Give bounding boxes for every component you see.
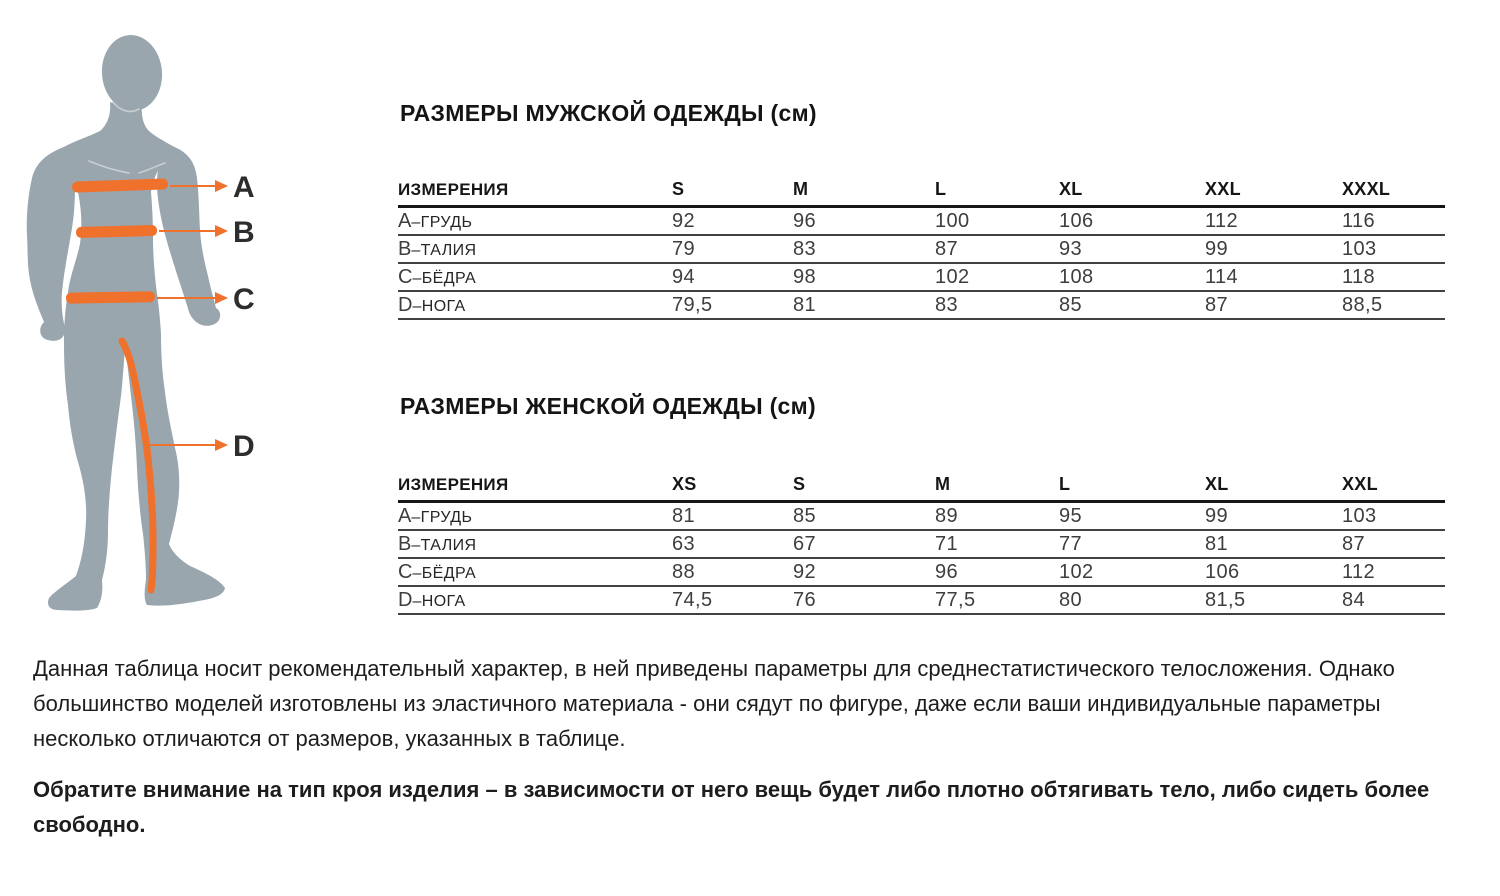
column-header-size: L	[935, 179, 1059, 207]
size-value: 94	[672, 263, 793, 291]
measurement-label	[398, 530, 672, 558]
size-value: 108	[1059, 263, 1205, 291]
size-value: 84	[1342, 586, 1445, 614]
size-value: 77,5	[935, 586, 1059, 614]
size-table	[398, 179, 1445, 320]
size-value: 63	[672, 530, 793, 558]
size-value: 100	[935, 207, 1059, 236]
measurement-label-d: D	[233, 430, 255, 463]
size-value: 67	[793, 530, 935, 558]
measurement-label-a: A	[233, 171, 255, 204]
column-header-size: XXL	[1205, 179, 1342, 207]
column-header-size: XXXL	[1342, 179, 1445, 207]
column-header-size: XXL	[1342, 474, 1445, 502]
table-row	[398, 207, 1445, 236]
size-value: 112	[1342, 558, 1445, 586]
measurement-label-c: C	[233, 283, 255, 316]
size-value: 81,5	[1205, 586, 1342, 614]
measurement-label	[398, 586, 672, 614]
arrow-a-head	[215, 180, 228, 192]
measurement-name: –ГРУДЬ	[411, 213, 473, 231]
size-value: 116	[1342, 207, 1445, 236]
arrow-c-head	[215, 292, 228, 304]
size-value: 79	[672, 235, 793, 263]
size-value: 102	[935, 263, 1059, 291]
measurement-label	[398, 558, 672, 586]
column-header-measure: ИЗМЕРЕНИЯ	[398, 474, 672, 502]
size-value: 81	[793, 291, 935, 319]
size-value: 99	[1205, 502, 1342, 531]
size-value: 74,5	[672, 586, 793, 614]
measurement-letter: D	[398, 293, 413, 316]
table-row	[398, 502, 1445, 531]
size-value: 93	[1059, 235, 1205, 263]
male-silhouette	[27, 33, 225, 611]
size-value: 89	[935, 502, 1059, 531]
measurement-label	[398, 502, 672, 531]
size-value: 106	[1205, 558, 1342, 586]
size-value: 118	[1342, 263, 1445, 291]
column-header-size: L	[1059, 474, 1205, 502]
body-measurement-diagram	[4, 0, 266, 630]
note-paragraph-2: Обратите внимание на тип кроя изделия – в зависимости от него вещь будет либо плотно обтягивать тело, либо сидеть более свободно.	[33, 777, 1430, 837]
women-size-table	[398, 474, 1445, 615]
table-row	[398, 235, 1445, 263]
size-value: 96	[935, 558, 1059, 586]
table-row	[398, 558, 1445, 586]
size-table	[398, 474, 1445, 615]
size-value: 98	[793, 263, 935, 291]
size-value: 79,5	[672, 291, 793, 319]
size-value: 71	[935, 530, 1059, 558]
column-header-size: M	[935, 474, 1059, 502]
measurement-letter: A	[398, 209, 412, 232]
measurement-letter: A	[398, 504, 412, 527]
measurement-label-b: B	[233, 216, 255, 249]
column-header-size: S	[672, 179, 793, 207]
size-value: 87	[935, 235, 1059, 263]
size-value: 77	[1059, 530, 1205, 558]
size-value: 87	[1342, 530, 1445, 558]
size-value: 92	[672, 207, 793, 236]
men-size-table	[398, 179, 1445, 320]
measurement-name: –ГРУДЬ	[411, 508, 473, 526]
measurement-name: –НОГА	[412, 297, 466, 315]
header-row	[398, 474, 1445, 502]
size-value: 81	[1205, 530, 1342, 558]
waist-band	[76, 225, 157, 238]
measurement-name: –БЁДРА	[412, 564, 477, 582]
tables-column	[398, 0, 1447, 640]
size-value: 92	[793, 558, 935, 586]
column-header-measure: ИЗМЕРЕНИЯ	[398, 179, 672, 207]
size-value: 114	[1205, 263, 1342, 291]
size-value: 76	[793, 586, 935, 614]
size-value: 85	[793, 502, 935, 531]
column-header-size: S	[793, 474, 935, 502]
note-paragraph-1: Данная таблица носит рекомендательный характер, в ней приведены параметры для среднестатистического телосложения. Однако большинство моделей изготовлены из эластичного материала - они сядут по фигуре, даже если ваши индивидуальные параметры несколько отличаются от размеров, указанных в таблице.	[33, 656, 1395, 751]
table-row	[398, 263, 1445, 291]
size-value: 106	[1059, 207, 1205, 236]
size-value: 85	[1059, 291, 1205, 319]
arrow-b-head	[215, 225, 228, 237]
size-value: 103	[1342, 235, 1445, 263]
women-table-title: РАЗМЕРЫ ЖЕНСКОЙ ОДЕЖДЫ (см)	[400, 393, 816, 419]
notes-section	[33, 651, 1480, 842]
measurement-name: –НОГА	[412, 592, 466, 610]
measurement-name: –ТАЛИЯ	[411, 536, 477, 554]
measurement-letter: C	[398, 560, 413, 583]
measurement-name: –БЁДРА	[412, 269, 477, 287]
size-value: 99	[1205, 235, 1342, 263]
measurement-letter: B	[398, 532, 412, 555]
size-value: 83	[793, 235, 935, 263]
measurement-letter: C	[398, 265, 413, 288]
size-value: 95	[1059, 502, 1205, 531]
measurement-letter: B	[398, 237, 412, 260]
size-value: 112	[1205, 207, 1342, 236]
measurement-name: –ТАЛИЯ	[411, 241, 477, 259]
measurement-letter: D	[398, 588, 413, 611]
measurement-label	[398, 291, 672, 319]
table-row	[398, 586, 1445, 614]
measurement-label	[398, 235, 672, 263]
size-value: 102	[1059, 558, 1205, 586]
size-value: 103	[1342, 502, 1445, 531]
hips-band	[66, 291, 155, 304]
measurement-label	[398, 207, 672, 236]
size-value: 83	[935, 291, 1059, 319]
table-row	[398, 530, 1445, 558]
column-header-size: XL	[1059, 179, 1205, 207]
column-header-size: XL	[1205, 474, 1342, 502]
head	[99, 33, 165, 114]
measurement-letters	[233, 171, 255, 463]
size-value: 96	[793, 207, 935, 236]
men-table-title: РАЗМЕРЫ МУЖСКОЙ ОДЕЖДЫ (см)	[400, 100, 817, 126]
header-row	[398, 179, 1445, 207]
column-header-size: M	[793, 179, 935, 207]
measurement-label	[398, 263, 672, 291]
size-value: 88,5	[1342, 291, 1445, 319]
size-value: 87	[1205, 291, 1342, 319]
table-row	[398, 291, 1445, 319]
size-value: 80	[1059, 586, 1205, 614]
column-header-size: XS	[672, 474, 793, 502]
size-value: 88	[672, 558, 793, 586]
arrow-d-head	[215, 439, 228, 451]
size-value: 81	[672, 502, 793, 531]
